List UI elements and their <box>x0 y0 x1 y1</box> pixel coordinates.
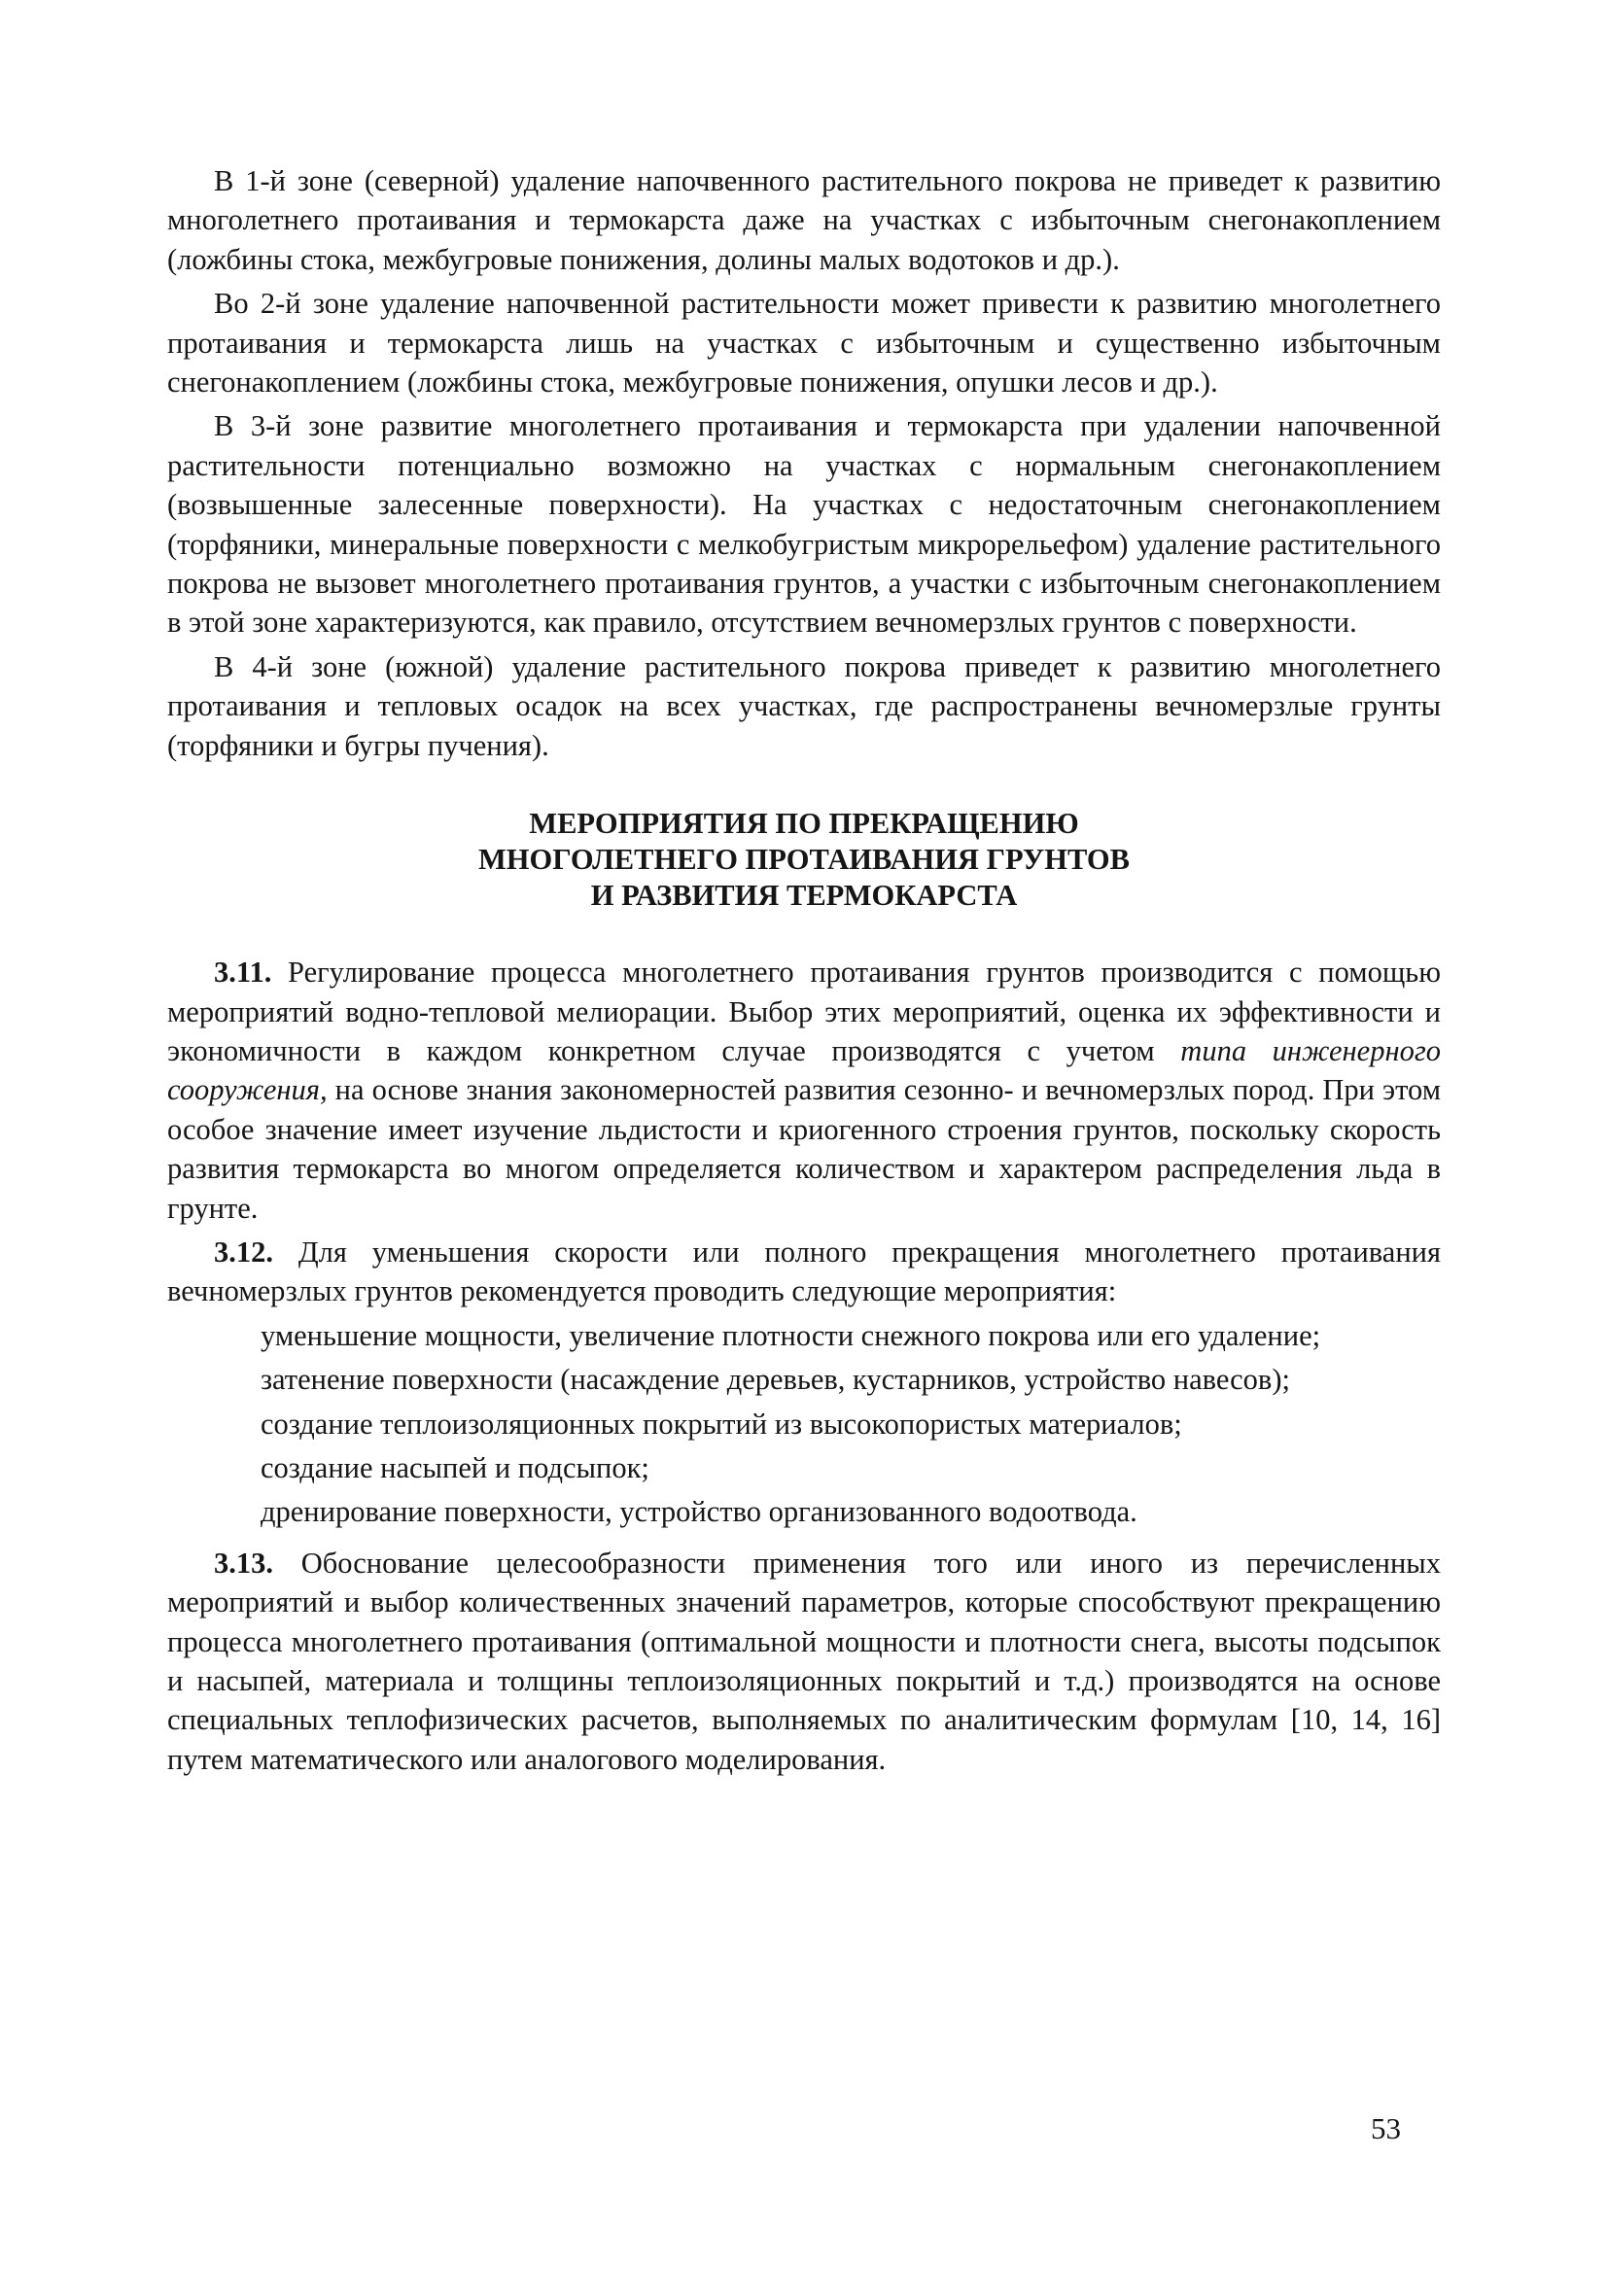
clause-3-12-number: 3.12. <box>214 1235 273 1269</box>
clause-3-11-number: 3.11. <box>214 956 272 990</box>
clause-3-12 <box>167 1233 1441 1311</box>
measure-item: затенение поверхности (насаждение деревьев, кустарников, устройство навесов); <box>261 1363 1290 1397</box>
measure-item: уменьшение мощности, увеличение плотности снежного покрова или его удаление; <box>261 1318 1321 1352</box>
paragraph-zone-4: В 4-й зоне (южной) удаление растительного покрова приведет к развитию многолетнего протаивания и тепловых осадок на всех участках, где распространены вечномерзлые грунты (торфяники и бугры пучения). <box>167 649 1441 762</box>
measure-item: создание насыпей и подсыпок; <box>261 1450 649 1484</box>
section-heading <box>167 806 1441 914</box>
clause-3-13-number: 3.13. <box>214 1546 273 1580</box>
page-body <box>167 161 1441 1784</box>
clause-3-11-italic: типа инженерного сооружения, <box>167 1033 1441 1107</box>
measures-list <box>214 1316 1441 1532</box>
clause-3-11-text-a: Регулирование процесса многолетнего протаивания грунтов производится с помощью мероприятий водно-тепловой мелиорации. Выбор этих мероприятий, оценка их эффективности и экономичности в каждом конкретном случае производятся с учетом <box>167 956 1441 1067</box>
heading-line-3: И РАЗВИТИЯ ТЕРМОКАРСТА <box>590 879 1018 913</box>
clause-3-11 <box>167 953 1441 1228</box>
paragraph-zone-3: В 3-й зоне развитие многолетнего протаивания и термокарста при удалении напочвенной растительности потенциально возможно на участках с нормальным снегонакоплением (возвышенные залесенные поверхности). На участках с недостаточным снегонакоплением (торфяники, минеральные поверхности с мелкобугристым микрорельефом) удаление растительного покрова не вызовет многолетнего протаивания грунтов, а участки с избыточным снегонакоплением в этой зоне характеризуются, как правило, отсутствием вечномерзлых грунтов с поверхности. <box>167 409 1441 640</box>
clause-3-12-text: Для уменьшения скорости или полного прекращения многолетнего протаивания вечномерзлых грунтов рекомендуется проводить следующие мероприятия: <box>167 1235 1441 1308</box>
heading-line-1: МЕРОПРИЯТИЯ ПО ПРЕКРАЩЕНИЮ <box>529 807 1079 841</box>
clause-3-13 <box>167 1544 1441 1779</box>
page-number: 53 <box>1371 2111 1401 2145</box>
clause-3-13-text: Обоснование целесообразности применения того или иного из перечисленных мероприятий и выбор количественных значений параметров, которые способствуют прекращению процесса многолетнего протаивания (оптимальной мощности и плотности снега, высоты подсыпок и насыпей, материала и толщины теплоизоляционных покрытий и т.д.) производятся на основе специальных теплофизических расчетов, выполняемых по аналитическим формулам [10, 14, 16] путем математического или аналогового моделирования. <box>167 1546 1442 1776</box>
measure-item: дренирование поверхности, устройство организованного водоотвода. <box>261 1495 1137 1529</box>
heading-line-2: МНОГОЛЕТНЕГО ПРОТАИВАНИЯ ГРУНТОВ <box>478 843 1130 877</box>
paragraph-zone-1: В 1-й зоне (северной) удаление напочвенного растительного покрова не приведет к развитию многолетнего протаивания и термокарста даже на участках с избыточным снегонакоплением (ложбины стока, межбугровые понижения, долины малых водотоков и др.). <box>167 164 1441 276</box>
measure-item: создание теплоизоляционных покрытий из высокопористых материалов; <box>261 1407 1182 1441</box>
paragraph-zone-2: Во 2-й зоне удаление напочвенной растительности может привести к развитию многолетнего протаивания и термокарста лишь на участках с избыточным и существенно избыточным снегонакоплением (ложбины стока, межбугровые понижения, опушки лесов и др.). <box>167 287 1441 400</box>
clause-3-11-text-b: на основе знания закономерностей развития сезонно- и вечномерзлых пород. При этом особое значение имеет изучение льдистости и криогенного строения грунтов, поскольку скорость развития термокарста во многом определяется количеством и характером распределения льда в грунте. <box>167 1073 1442 1225</box>
